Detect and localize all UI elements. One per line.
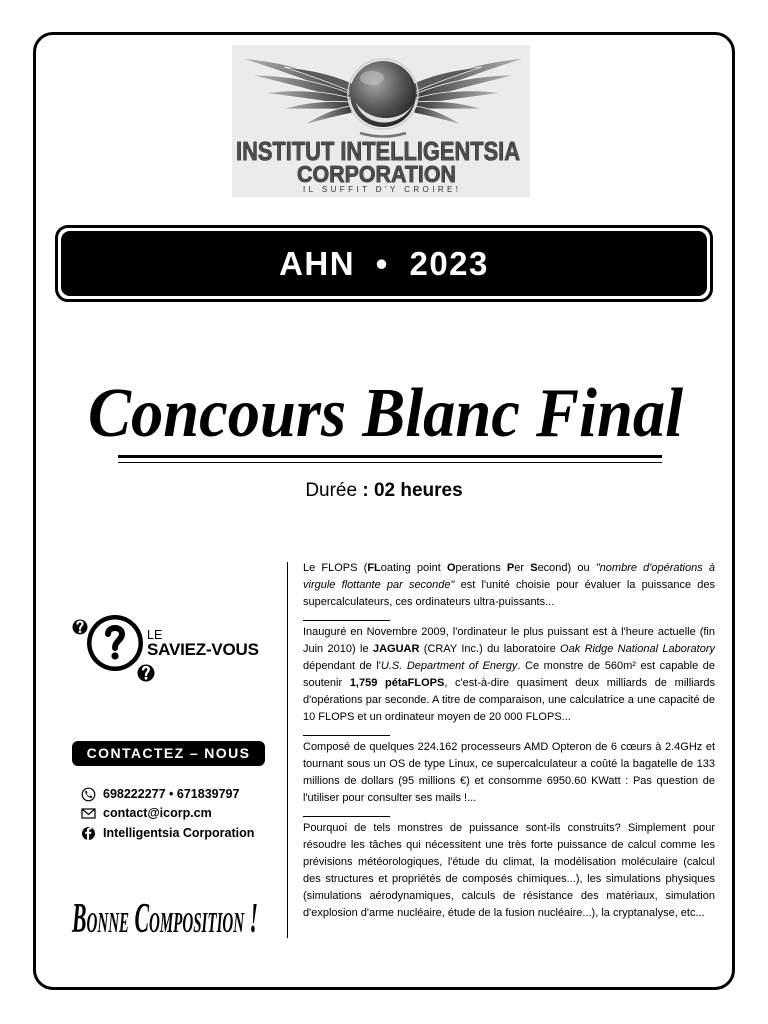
winged-globe-icon [232,45,530,197]
text-run: . Ce monstre de 560m² est capable de soutenir [303,660,716,689]
text-run: Le FLOPS ( [303,562,368,574]
text-run: Composé de quelques 224.162 processeurs AMD Opteron de 6 cœurs à 2.4GHz et tournant sous un OS de type Linux, ce supercalculateur a coûté la bagatelle de 133 millions de dollars (95 millions €) et consomme 6950.60 KWatt : Pas question de l'utiliser pour consulter ses mails !... [303,741,715,804]
duration-line [0,480,768,502]
paragraph-separator [303,816,390,817]
duration-colon: : [362,480,369,501]
text-run: "nombre d'opérations à virgule flottante par seconde" [303,562,716,591]
text-run: perations [455,562,507,574]
paragraph-separator [303,735,390,736]
contact-facebook: Intelligentsia Corporation [103,826,255,840]
facebook-icon [81,826,96,841]
text-run: S [530,562,538,574]
text-run: dépendant de l' [303,660,381,672]
article-paragraph-flops [303,560,715,611]
text-run: O [446,562,456,574]
did-you-know-prefix: LE [147,628,163,642]
logo-slogan: IL SUFFIT D'Y CROIRE! [303,185,458,194]
contact-phone-row [81,786,239,802]
text-run: P [506,562,515,574]
duration-label: Durée [305,480,358,501]
text-run: est l'unité choisie pour évaluer la puissance des supercalculateurs, ces ordinateurs ultra-puissants... [303,579,715,608]
logo-name-line1: INSTITUT INTELLIGENTSIA [236,136,521,166]
article-paragraph-purpose [303,820,715,922]
column-divider [287,562,288,938]
text-run: , c'est-à-dire quasiment deux milliards de milliards d'opérations par seconde. A titre de comparaison, une calculatrice a une capacité de 10 FLOPS et un ordinateur moyen de 20 000 FLOPS... [303,677,715,723]
info-article [303,560,715,922]
contact-phone: 698222277 • 671839797 [103,787,240,801]
text-run: Oak Ridge National Laboratory [560,643,715,655]
logo-name-line2: CORPORATION [297,161,456,187]
exam-title-text: Concours Blanc Final [88,375,684,452]
text-run: oating point [380,562,447,574]
text-run: Pourquoi de tels monstres de puissance sont-ils construits? Simplement pour résoudre les tâches qui nécessitent une très forte puissance de calcul comme les prévisions météorologiques, l'étude du climat, la modélisation moléculaire (calcul des structures et propriétés de composés chimiques...), les simulations physiques (simulations aérodynamiques, calculs de résistance des matériaux, simulation d'explosion d'arme nucléaire, étude de la fusion nucléaire...), la cryptanalyse, etc... [303,822,715,919]
text-run: (CRAY Inc.) du laboratoire [419,643,561,655]
exam-banner-title: AHN • 2023 [61,231,707,296]
right-wing-icon [410,58,526,125]
left-wing-icon [240,58,356,125]
envelope-icon [81,806,96,821]
closing-wish-text: Bonne Composition ! [71,896,258,941]
closing-wish [68,893,268,941]
text-run: U.S. Department of Energy [380,660,518,672]
contact-email: contact@icorp.cm [103,806,212,820]
institution-logo [232,45,530,197]
globe-icon [348,59,418,137]
paragraph-separator [303,620,390,621]
exam-title [0,360,768,455]
text-run: 1,759 pétaFLOPS [349,677,445,689]
question-mark-icon [70,612,155,684]
contact-email-row [81,805,212,821]
text-run: Inauguré en Novembre 2009, l'ordinateur le plus puissant est à l'heure actuelle (fin Juin 2010) le [303,626,715,655]
did-you-know-title: SAVIEZ-VOUS [147,640,259,659]
text-run: JAGUAR [372,643,420,655]
duration-value: 02 heures [373,480,463,501]
article-paragraph-hardware [303,739,715,807]
contact-heading: CONTACTEZ – NOUS [72,741,265,766]
contact-facebook-row [81,825,254,841]
title-double-rule [118,455,662,463]
article-paragraph-jaguar [303,624,715,726]
text-run: er [514,562,531,574]
phone-icon [81,787,96,802]
text-run: econd) ou [537,562,596,574]
exam-banner [55,225,713,302]
text-run: FL [367,562,381,574]
